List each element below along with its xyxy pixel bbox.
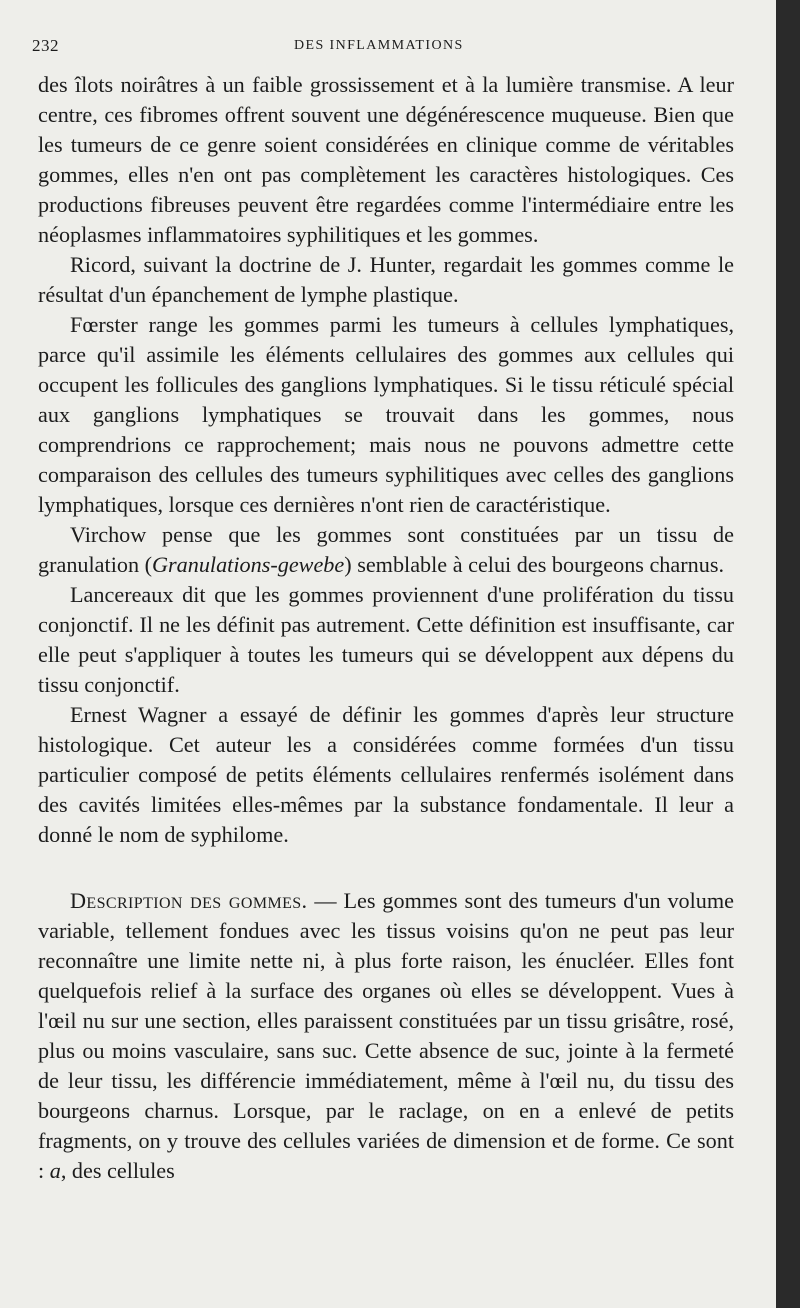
section-heading: Description des gommes. bbox=[70, 888, 308, 913]
paragraph-continuation: des îlots noirâtres à un faible grossissement et à la lumière transmise. A leur centre, ces fibromes offrent souvent une dégénérescence muqueuse. Bien que les tumeurs de ce genre soient considérées en clinique comme de véritables gommes, elles n'en ont pas complètement les caractères histologiques. Ces productions fibreuses peuvent être regardées comme l'intermédiaire entre les néoplasmes inflammatoires syphilitiques et les gommes. bbox=[38, 72, 734, 247]
virchow-text: Virchow pense que les gommes sont constituées par un tissu de granulation ( bbox=[38, 522, 734, 577]
section-dash: — bbox=[307, 888, 344, 913]
body-text bbox=[38, 70, 734, 1186]
section-list-marker: a bbox=[49, 1158, 61, 1183]
section-text: Les gommes sont des tumeurs d'un volume variable, tellement fondues avec les tissus voisins qu'on ne peut pas leur reconnaître une limite nette ni, à plus forte raison, les énucléer. Elles font quelquefois relief à la surface des organes où elles se développent. Vues à l'œil nu sur une section, elles paraissent constituées par un tissu grisâtre, rosé, plus ou moins vasculaire, sans suc. Cette absence de suc, jointe à la fermeté de leur tissu, les différencie immédiatement, même à l'œil nu, du tissu des bourgeons charnus. Lorsque, par le raclage, on en a enlevé de petits fragments, on y trouve des cellules variées de dimension et de forme. Ce sont : bbox=[38, 888, 735, 1183]
virchow-italic-term: Granulations-gewebe bbox=[151, 552, 345, 577]
paragraph-wagner: Ernest Wagner a essayé de définir les gommes d'après leur structure histologique. Cet auteur les a considérées comme formées d'un tissu particulier composé de petits éléments cellulaires renfermés isolément dans des cavités limitées elles-mêmes par la substance fondamentale. Il leur a donné le nom de syphilome. bbox=[38, 702, 734, 847]
section-text-end: , des cellules bbox=[60, 1158, 175, 1183]
paragraph-ricord: Ricord, suivant la doctrine de J. Hunter, regardait les gommes comme le résultat d'un épanchement de lymphe plastique. bbox=[38, 252, 734, 307]
paragraph-virchow bbox=[38, 520, 734, 580]
paragraph-lancereaux: Lancereaux dit que les gommes proviennent d'une prolifération du tissu conjonctif. Il ne les définit pas autrement. Cette définition est insuffisante, car elle peut s'appliquer à toutes les tumeurs qui se développent aux dépens du tissu conjonctif. bbox=[38, 582, 734, 697]
section-description-gommes bbox=[38, 886, 734, 1186]
page-number: 232 bbox=[32, 36, 59, 55]
page-header bbox=[0, 36, 760, 58]
running-title: DES INFLAMMATIONS bbox=[294, 38, 464, 53]
virchow-text-end: ) semblable à celui des bourgeons charnus. bbox=[344, 552, 725, 577]
paragraph-foerster: Fœrster range les gommes parmi les tumeurs à cellules lymphatiques, parce qu'il assimile les éléments cellulaires des gommes aux cellules qui occupent les follicules des ganglions lymphatiques. Si le tissu réticulé spécial aux ganglions lymphatiques se trouvait dans les gommes, nous comprendrions ce rapprochement; mais nous ne pouvons admettre cette comparaison des cellules des tumeurs syphilitiques avec celles des ganglions lymphatiques, lorsque ces dernières n'ont rien de caractéristique. bbox=[38, 312, 734, 517]
